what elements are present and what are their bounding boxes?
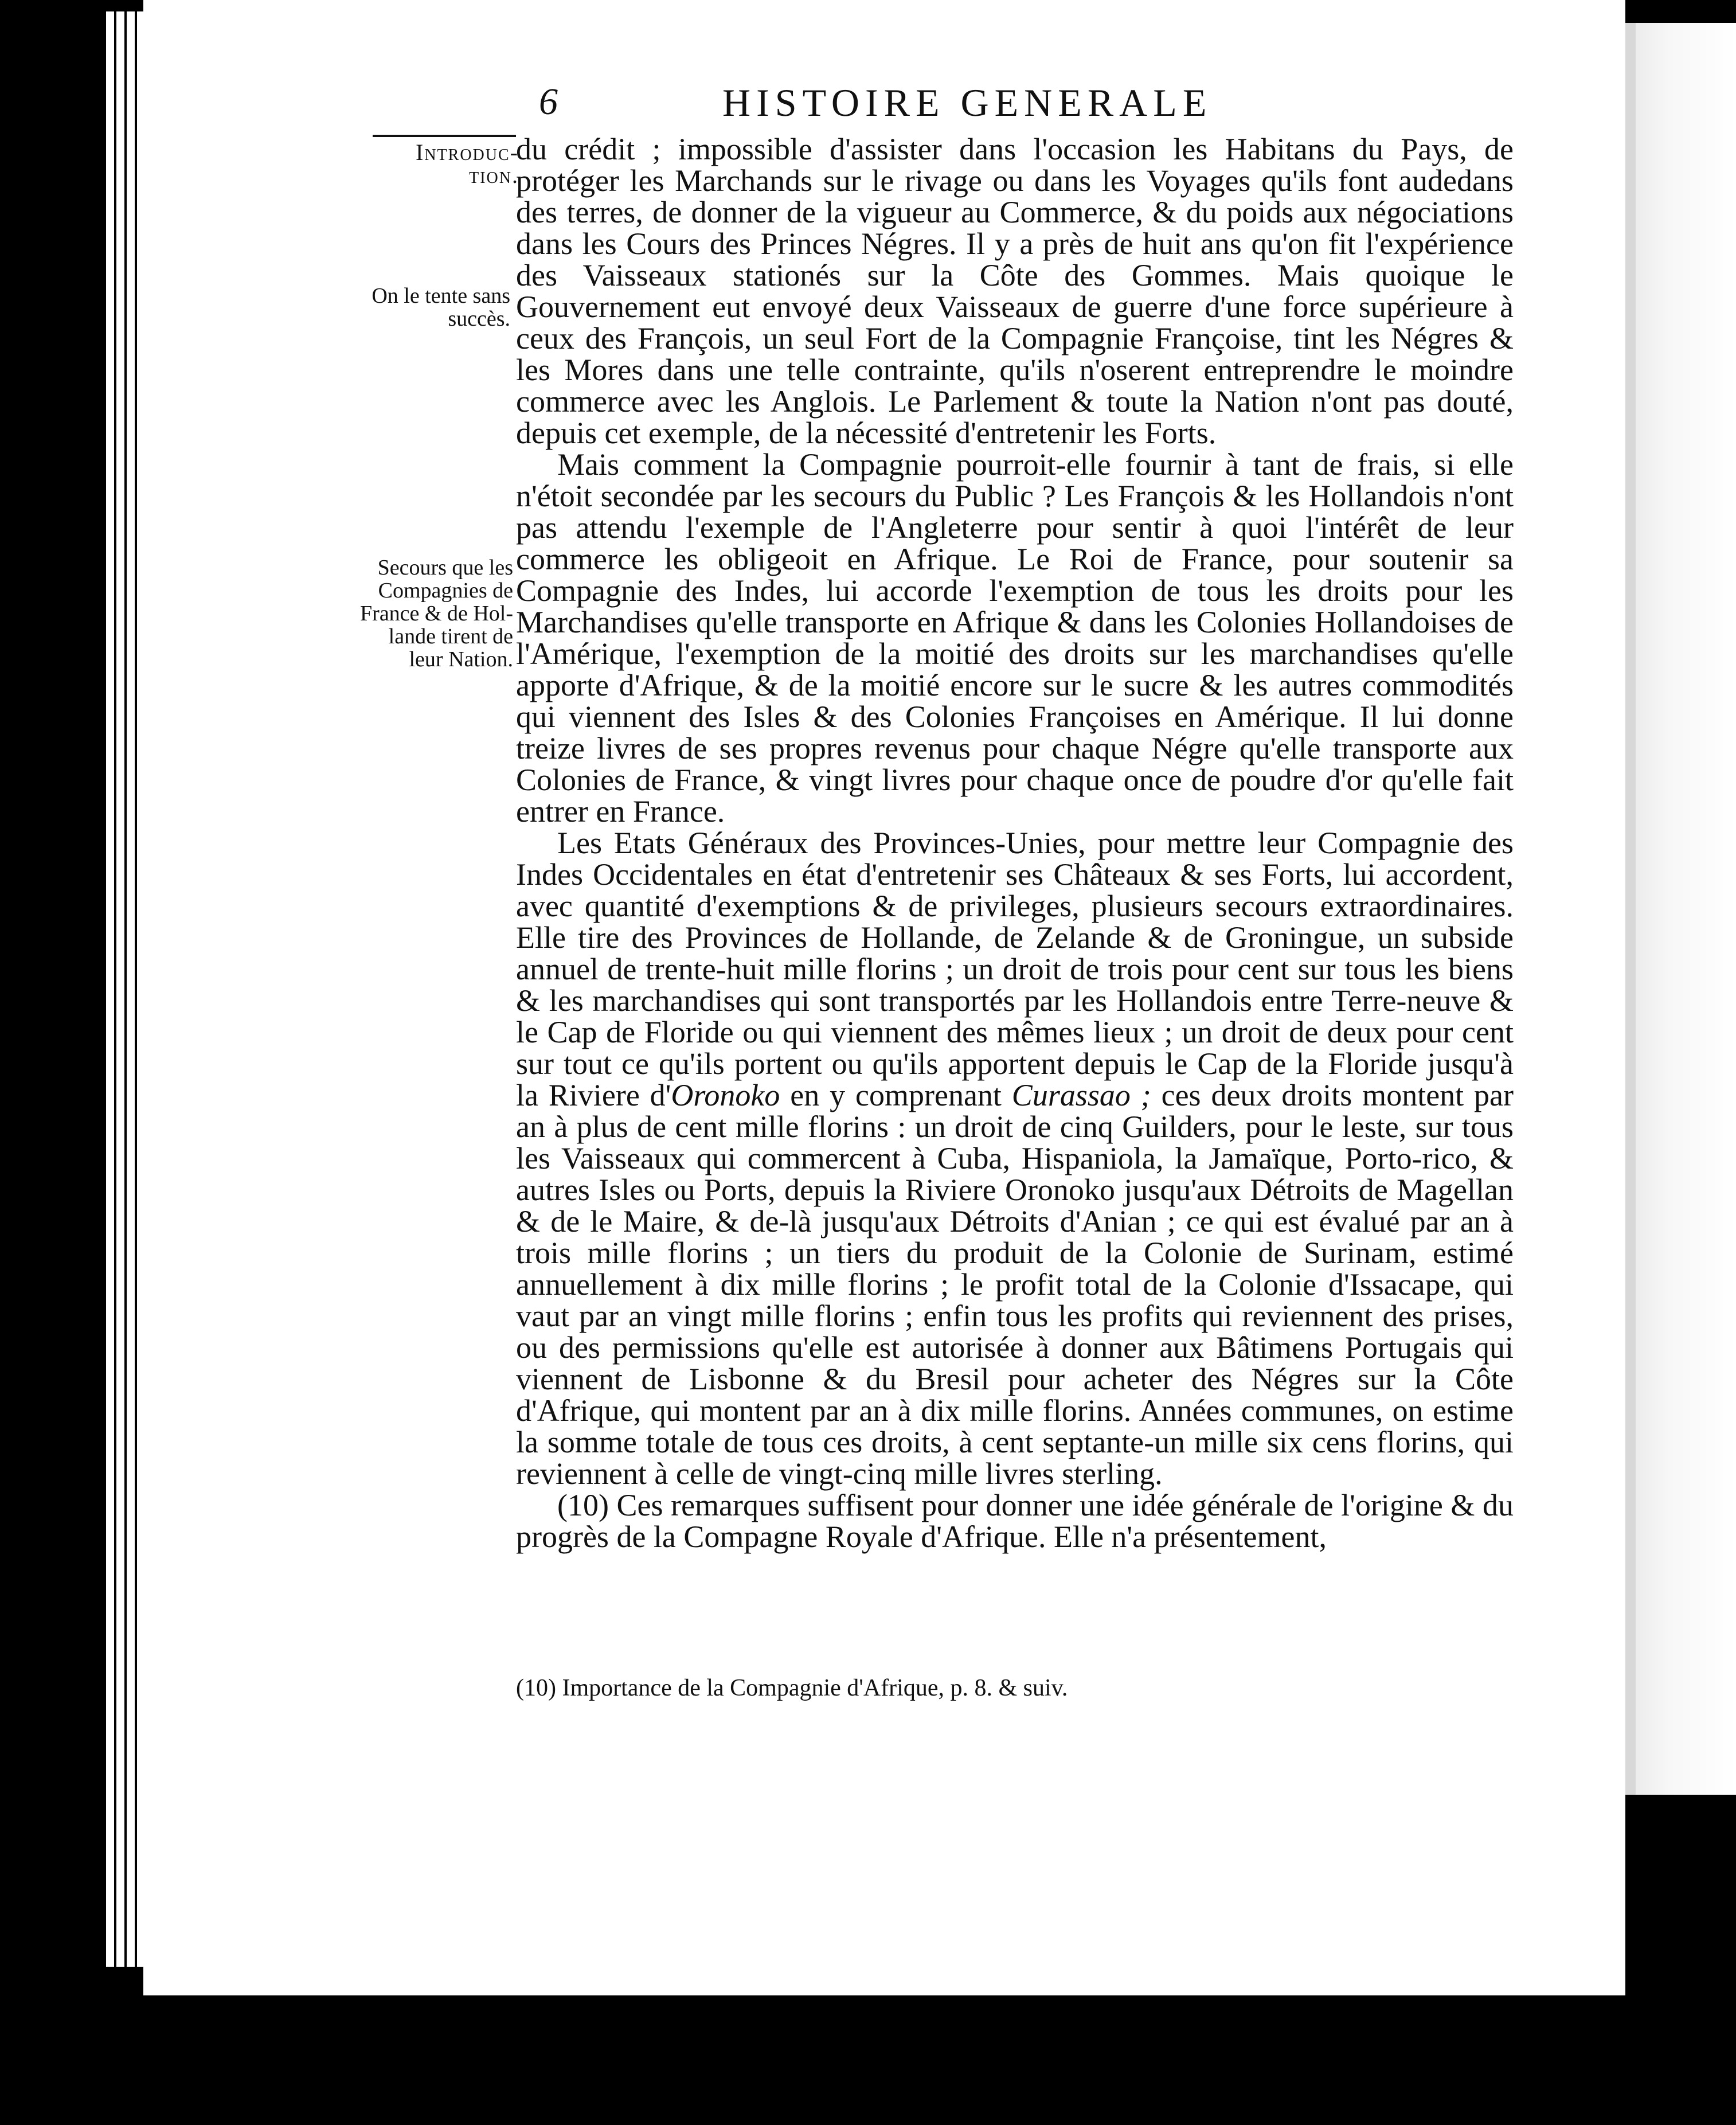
- paragraph-1: du crédit ; impossible d'assister dans l'occasion les Habitans du Pays, de protéger les Marchands sur le rivage ou dans les Voyages qu'ils font audedans des terres, de donner de la vigueur au Commerce, & du poids aux négociations dans les Cours des Princes Négres. Il y a près de huit ans qu'on fit l'expérience des Vaisseaux stationés sur la Côte des Gommes. Mais quoique le Gouvernement eut envoyé deux Vaisseaux de guerre d'une force supérieure à ceux des François, un seul Fort de la Compagnie Françoise, tint les Négres & les Mores dans une telle contrainte, qu'ils n'oserent entreprendre le moindre commerce avec les Anglois. Le Parlement & toute la Nation n'ont pas douté, depuis cet exemple, de la nécessité d'entretenir les Forts.: [516, 132, 1514, 450]
- paragraph-3-part-a: Les Etats Généraux des Provinces-Unies, pour mettre leur Compagnie des Indes Occidentales en état d'entretenir ses Châteaux & ses Forts, lui accordent, avec quantité d'exemptions & de privileges, plusieurs secours extraordinaires. Elle tire des Provinces de Hollande, de Zelande & de Groningue, un subside annuel de trente-huit mille florins ; un droit de trois pour cent sur tous les biens & les marchandises qui sont transportés par les Hollandois entre Terre-neuve & le Cap de Floride ou qui viennent des mêmes lieux ; un droit de deux pour cent sur tout ce qu'ils portent ou qu'ils apportent depuis le Cap de la Floride jusqu'à la Riviere d': [516, 826, 1514, 1112]
- place-curassao: Curassao ;: [1011, 1078, 1151, 1112]
- running-header: [539, 80, 1588, 132]
- running-title: HISTOIRE GENERALE: [722, 81, 1213, 124]
- place-oronoko: Oronoko: [671, 1078, 780, 1112]
- facing-page-edge: [1625, 23, 1736, 1795]
- paragraph-3-part-c: ces deux droits montent par an à plus de cent mille florins : un droit de cinq Guilders, pour le leste, sur tous les Vaisseaux qui commercent à Cuba, Hispaniola, la Jamaïque, Porto-rico, & autres Isles ou Ports, depuis la Riviere Oronoko jusqu'aux Détroits de Magellan & de le Maire, & de-là jusqu'aux Détroits d'Anian ; ce qui est évalué par an à trois mille florins ; un tiers du produit de la Colonie de Surinam, estimé annuellement à dix mille florins ; le profit total de la Colonie d'Issacape, qui vaut par an vingt mille florins ; enfin tous les profits qui reviennent des prises, ou des permissions qu'elle est autorisée à donner aux Bâtimens Portugais qui viennent de Lisbonne & du Bresil pour acheter des Négres sur la Côte d'Afrique, qui montent par an à dix mille florins. Années communes, on estime la somme totale de tous ces droits, à cent septante-un mille six cens florins, qui reviennent à celle de vingt-cinq mille livres sterling.: [516, 1078, 1514, 1491]
- paragraph-4: (10) Ces remarques suffisent pour donner une idée générale de l'origine & du progrès de la Compagne Royale d'Afrique. Elle n'a présentement,: [516, 1488, 1514, 1554]
- margin-note-introduction: Introduc- tion.: [416, 139, 519, 188]
- footnote: (10) Importance de la Compagnie d'Afrique, p. 8. & suiv.: [516, 1675, 1068, 1701]
- paragraph-3-part-b: en y comprenant: [780, 1078, 1012, 1112]
- main-text: [516, 134, 1514, 1553]
- scan-shadow: [143, 1995, 1625, 2125]
- page-number: 6: [539, 81, 558, 123]
- paragraph-3: [516, 827, 1514, 1490]
- paragraph-2: Mais comment la Compagnie pourroit-elle fournir à tant de frais, si elle n'étoit secondée par les secours du Public ? Les François & les Hollandois n'ont pas attendu l'exemple de l'Angleterre pour sentir à quoi l'intérêt de leur commerce les obligeoit en Afrique. Le Roi de France, pour soutenir sa Compagnie des Indes, lui accorde l'exemption de tous les droits pour les Marchandises qu'elle transporte en Afrique & dans les Colonies Hollandoises de l'Amérique, l'exemption de la moitié des droits sur les marchandises qu'elle apporte d'Afrique, & de la moitié encore sur le sucre & les autres commodités qui viennent des Isles & des Colonies Françoises en Amérique. Il lui donne treize livres de ses propres revenus pour chaque Négre qu'elle transporte aux Colonies de France, & vingt livres pour chaque once de poudre d'or qu'elle fait entrer en France.: [516, 447, 1514, 829]
- facing-page-gutter: [1625, 23, 1636, 1795]
- margin-note-tente: On le tente sans succès.: [372, 284, 510, 331]
- margin-note-secours: Secours que les Compagnies de France & de Hol- lande tirent de leur Nation.: [360, 556, 513, 671]
- header-rule: [373, 135, 516, 137]
